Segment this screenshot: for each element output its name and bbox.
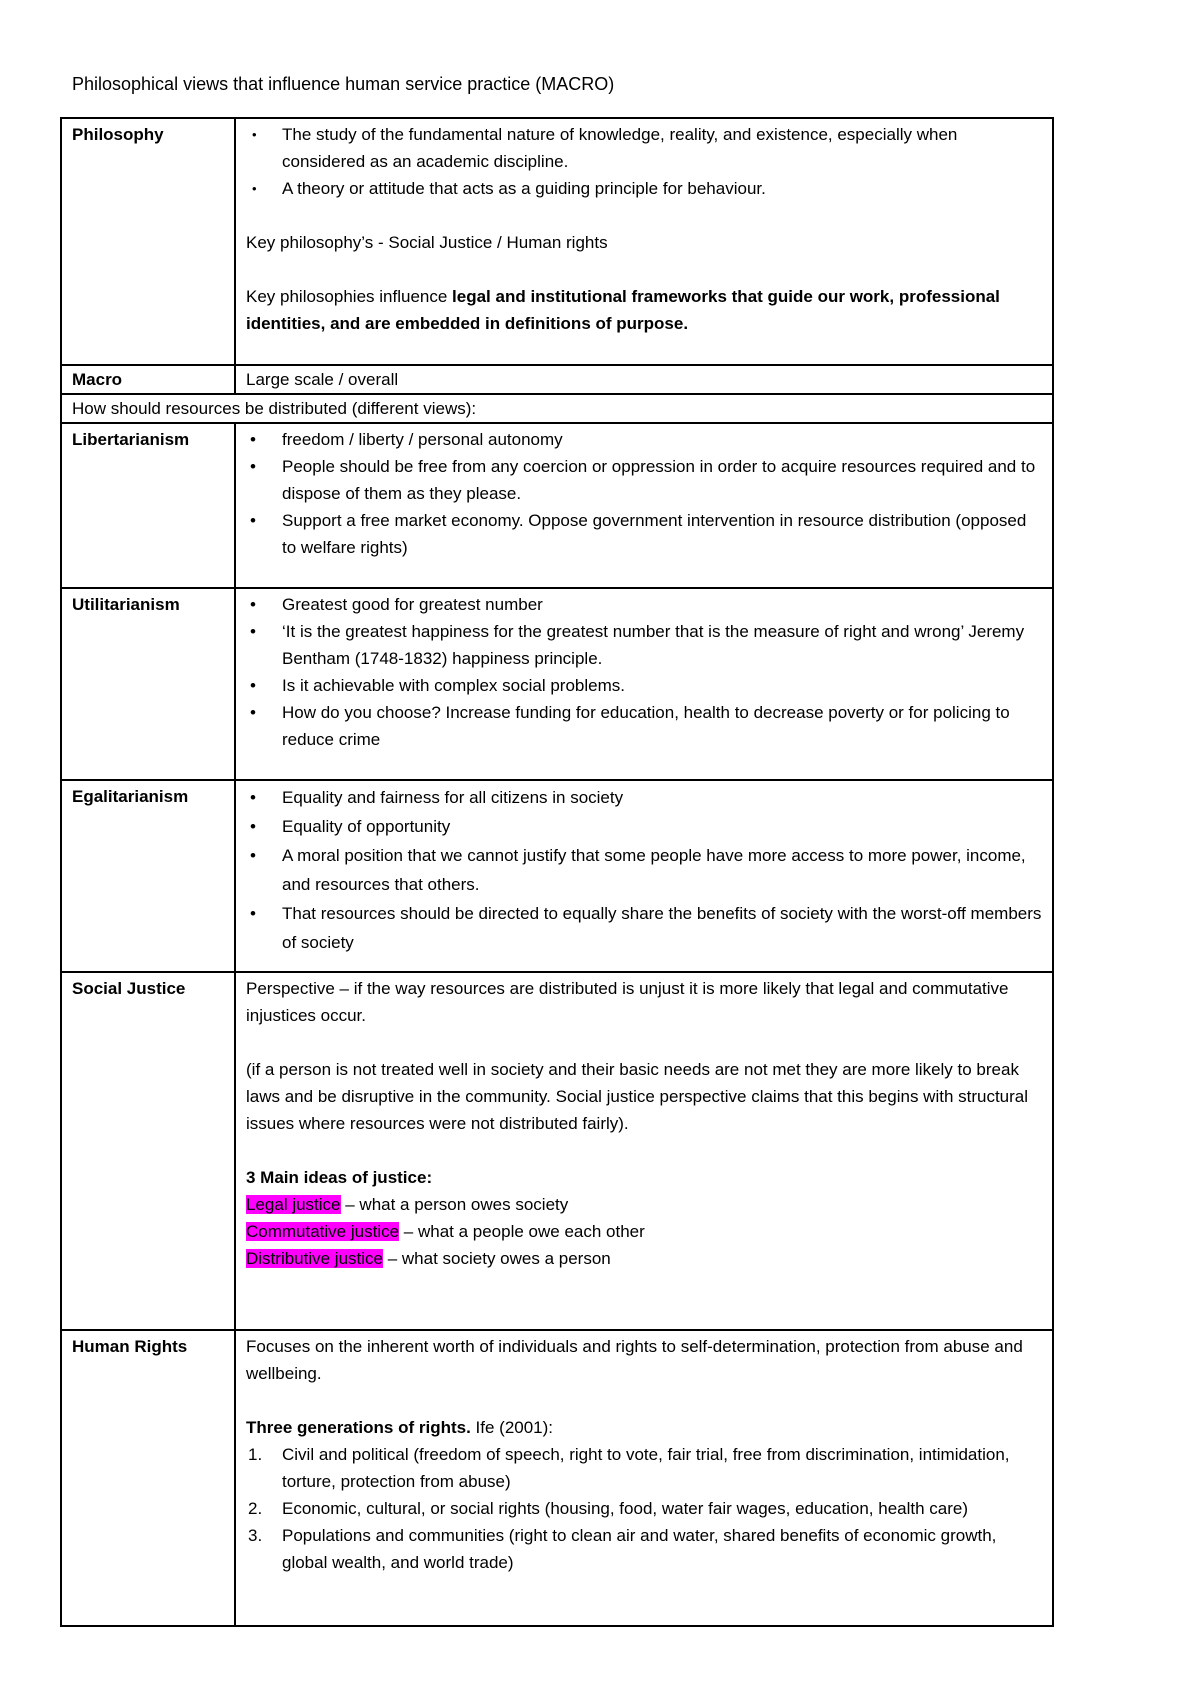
list-item: • Equality of opportunity — [246, 812, 1042, 841]
generations-heading — [246, 1414, 1042, 1441]
table-row-social-justice — [61, 972, 1053, 1330]
libertarianism-bullets — [246, 426, 1042, 561]
generations-cite: Ife (2001): — [470, 1418, 554, 1437]
term-description: – what a people owe each other — [399, 1222, 645, 1241]
justice-ideas-heading: 3 Main ideas of justice: — [246, 1168, 433, 1187]
social-justice-note: (if a person is not treated well in society and their basic needs are not met they are more likely to break laws and be disruptive in the community. Social justice perspective claims that this begins with structural issues where resources were not distributed fairly). — [246, 1060, 1029, 1133]
resources-heading: How should resources be distributed (different views): — [61, 394, 1053, 423]
list-item: • People should be free from any coercion or oppression in order to acquire resources required and to dispose of them as they please. — [246, 453, 1042, 507]
table-row-philosophy — [61, 118, 1053, 365]
list-item: Economic, cultural, or social rights (housing, food, water fair wages, education, health care) — [282, 1499, 969, 1518]
row-label-human-rights: Human Rights — [61, 1330, 235, 1626]
justice-idea-legal — [246, 1191, 1042, 1218]
row-label-philosophy: Philosophy — [61, 118, 235, 365]
list-item: • A theory or attitude that acts as a guiding principle for behaviour. — [246, 175, 1042, 202]
term-description: – what society owes a person — [383, 1249, 611, 1268]
table-row-resources-heading — [61, 394, 1053, 423]
row-label-macro: Macro — [61, 365, 235, 394]
egalitarianism-bullets — [246, 783, 1042, 957]
row-label-egalitarianism: Egalitarianism — [61, 780, 235, 972]
generations-bold: Three generations of rights. — [246, 1418, 471, 1437]
row-label-libertarianism: Libertarianism — [61, 423, 235, 588]
highlighted-term: Distributive justice — [246, 1249, 383, 1268]
list-item: • How do you choose? Increase funding for education, health to decrease poverty or for policing to reduce crime — [246, 699, 1042, 753]
list-item: • freedom / liberty / personal autonomy — [246, 426, 1042, 453]
rights-generations-list — [246, 1441, 1042, 1576]
list-item: • The study of the fundamental nature of knowledge, reality, and existence, especially when considered as an academic discipline. — [246, 121, 1042, 175]
term-description: – what a person owes society — [340, 1195, 569, 1214]
list-item: • Greatest good for greatest number — [246, 591, 1042, 618]
table-row-human-rights — [61, 1330, 1053, 1626]
highlighted-term: Legal justice — [246, 1195, 341, 1214]
table-row-egalitarianism — [61, 780, 1053, 972]
list-item: • Equality and fairness for all citizens in society — [246, 783, 1042, 812]
row-label-social-justice: Social Justice — [61, 972, 235, 1330]
list-item: • Is it achievable with complex social problems. — [246, 672, 1042, 699]
row-label-utilitarianism: Utilitarianism — [61, 588, 235, 780]
human-rights-intro: Focuses on the inherent worth of individuals and rights to self-determination, protection from abuse and wellbeing. — [246, 1337, 1023, 1383]
row-content-utilitarianism — [235, 588, 1053, 780]
row-content-libertarianism — [235, 423, 1053, 588]
table-row-libertarianism — [61, 423, 1053, 588]
row-content-philosophy — [235, 118, 1053, 365]
influence-prefix: Key philosophies influence — [246, 287, 453, 306]
list-item: Civil and political (freedom of speech, right to vote, fair trial, free from discrimination, intimidation, torture, protection from abuse) — [282, 1445, 1010, 1491]
list-item: • That resources should be directed to equally share the benefits of society with the worst-off members of society — [246, 899, 1042, 957]
highlighted-term: Commutative justice — [246, 1222, 400, 1241]
table-row-macro — [61, 365, 1053, 394]
list-item: • ‘It is the greatest happiness for the greatest number that is the measure of right and wrong’ Jeremy Bentham (1748-1832) happiness principle. — [246, 618, 1042, 672]
influence-bold: legal and institutional frameworks that guide our work, professional identities, and are embedded in definitions of purpose. — [246, 287, 1000, 333]
table-row-utilitarianism — [61, 588, 1053, 780]
list-item: • A moral position that we cannot justify that some people have more access to more power, income, and resources that others. — [246, 841, 1042, 899]
row-content-social-justice — [235, 972, 1053, 1330]
justice-idea-distributive — [246, 1245, 1042, 1272]
row-content-egalitarianism — [235, 780, 1053, 972]
philosophy-bullets — [246, 121, 1042, 202]
utilitarianism-bullets — [246, 591, 1042, 753]
list-item: • Support a free market economy. Oppose government intervention in resource distribution (opposed to welfare rights) — [246, 507, 1042, 561]
list-item: Populations and communities (right to clean air and water, shared benefits of economic growth, global wealth, and world trade) — [282, 1526, 997, 1572]
justice-idea-commutative — [246, 1218, 1042, 1245]
influence-text — [246, 283, 1042, 337]
page-title: Philosophical views that influence human service practice (MACRO) — [72, 74, 615, 94]
row-content-macro: Large scale / overall — [235, 365, 1053, 394]
key-philosophy-text: Key philosophy’s - Social Justice / Human rights — [246, 233, 608, 252]
perspective-text: Perspective – if the way resources are distributed is unjust it is more likely that legal and commutative injustices occur. — [246, 979, 1009, 1025]
row-content-human-rights — [235, 1330, 1053, 1626]
philosophy-table — [60, 117, 1054, 1627]
